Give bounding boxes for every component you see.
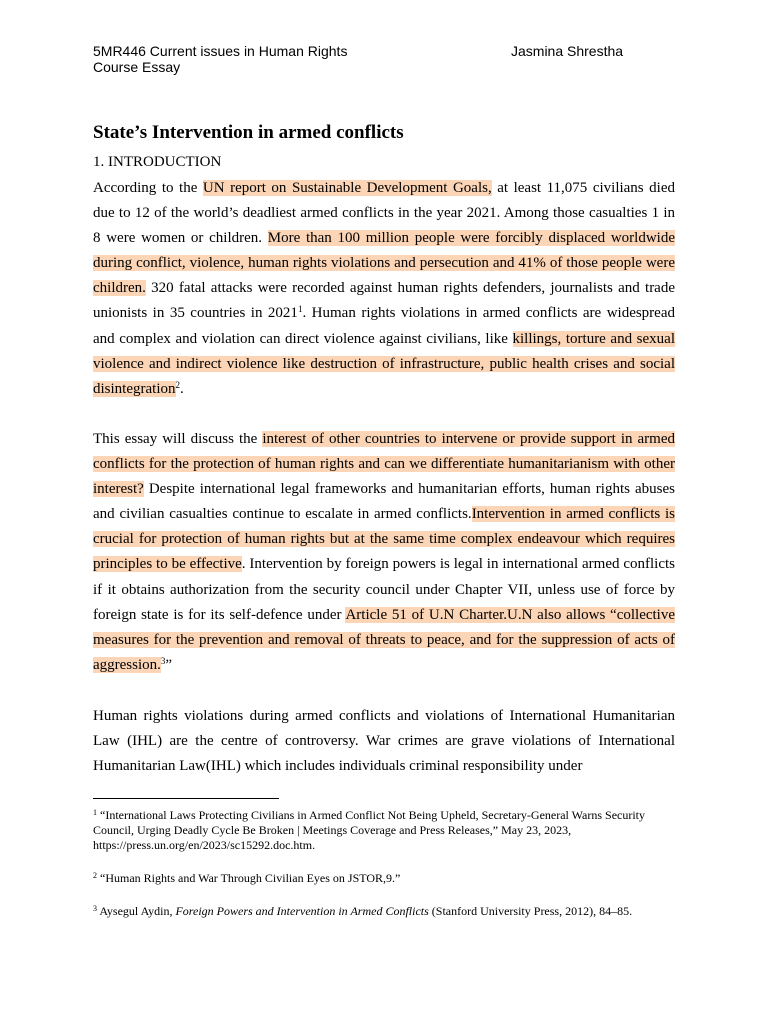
highlighted-text: Intervention in armed conflicts is crucial for protection of human rights but at the same time complex endeavour which requires principles to be effective: [93, 506, 675, 573]
text-run: ”: [165, 656, 173, 673]
footnote-1: [93, 808, 683, 853]
text-run: Human rights violations during armed conflicts and violations of International Humanitarian Law (IHL) are the centre of controversy. War crimes are grave violations of International Humanitarian Law(IHL) which includes individuals criminal responsibility under: [93, 708, 675, 775]
text-run: . Intervention by foreign powers is legal in international armed conflicts if it obtains authorization from the security council under Chapter VII, unless use of force by foreign state is for its self-defence under: [93, 556, 675, 623]
text-run: . Human rights violations in armed conflicts are widespread and complex and violation can direct violence against civilians, like: [93, 305, 675, 347]
footnote-3: [93, 904, 683, 919]
highlighted-text: More than 100 million people were forcibly displaced worldwide during conflict, violence, human rights violations and persecution and 41% of those people were children.: [93, 230, 675, 297]
essay-title: State’s Intervention in armed conflicts: [93, 122, 404, 143]
highlighted-text: killings, torture and sexual violence and indirect violence like destruction of infrastructure, public health crises and social disintegration: [93, 330, 676, 397]
text-run: at least 11,075 civilians died due to 12 of the world’s deadliest armed conflicts in the year 2021. Among those casualties 1 in 8 were women or children.: [93, 180, 675, 247]
footnote-number: 2: [93, 871, 97, 880]
text-run: .: [180, 380, 184, 397]
text-run: Despite international legal frameworks and humanitarian efforts, human rights abuses and civilian casualties continue to escalate in armed conflicts.: [93, 481, 675, 523]
text-run: 320 fatal attacks were recorded against human rights defenders, journalists and trade unionists in 35 countries in 2021: [93, 280, 675, 322]
footnote-ref: 3: [160, 655, 166, 666]
footnote-number: 3: [93, 904, 97, 913]
text-run: According to the: [93, 180, 203, 196]
footnote-2: [93, 871, 683, 886]
footnote-book-title: Foreign Powers and Intervention in Armed Conflicts: [175, 904, 429, 918]
header-doc-type: Course Essay: [93, 59, 181, 75]
paragraph-intro: [93, 176, 675, 402]
paragraph-ihl: [93, 704, 675, 779]
header-course: 5MR446 Current issues in Human Rights: [93, 43, 348, 59]
footnote-text: “Human Rights and War Through Civilian Eyes on JSTOR,9.”: [97, 871, 401, 885]
text-run: This essay will discuss the: [93, 431, 263, 447]
footnote-number: 1: [93, 808, 97, 817]
highlighted-text: UN report on Sustainable Development Goals,: [202, 180, 492, 196]
highlighted-text: Article 51 of U.N Charter.U.N also allows “collective measures for the prevention and removal of threats to peace, and for the suppression of acts of aggression.: [93, 606, 676, 673]
footnote-text: Aysegul Aydin,: [97, 904, 176, 918]
footnote-ref: 2: [175, 379, 180, 390]
footnote-ref: 1: [297, 304, 303, 315]
footnote-separator: [93, 798, 279, 799]
footnote-text: “International Laws Protecting Civilians in Armed Conflict Not Being Upheld, Secretary-General Warns Security Council, Urging Deadly Cycle Be Broken | Meetings Coverage and Press Releases,” May 23, 2023, https://press.un.org/en/2023/sc15292.doc.htm.: [93, 808, 646, 852]
header-author: Jasmina Shrestha: [511, 43, 624, 59]
section-heading: 1. INTRODUCTION: [93, 154, 222, 170]
paragraph-essay-scope: [93, 427, 675, 678]
footnote-text: (Stanford University Press, 2012), 84–85.: [428, 904, 633, 918]
highlighted-text: interest of other countries to intervene or provide support in armed conflicts for the protection of human rights and can we differentiate humanitarianism with other interest?: [93, 431, 675, 498]
